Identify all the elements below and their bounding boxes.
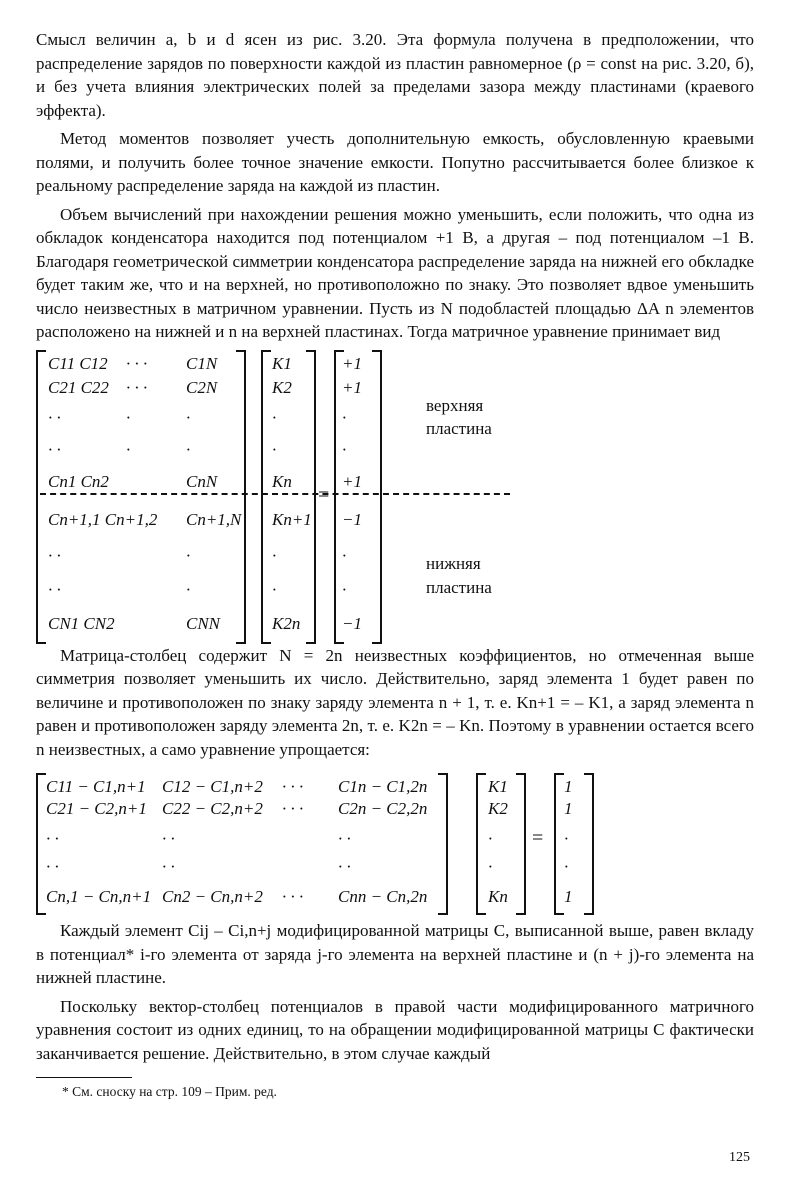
matrix1-cell: ·: [186, 545, 191, 565]
k2-vector-entry: ·: [488, 857, 493, 876]
matrix2-cell: C2n − C2,2n: [338, 799, 428, 818]
matrix2-cell: · · ·: [282, 799, 304, 818]
paragraph-6: Поскольку вектор-столбец потенциалов в правой части модифицированного матричного уравнения состоит из одних единиц, то на обращении модифицированной матрицы C фактически заканчивается решение. Действительно, в этом случае каждый: [36, 996, 754, 1063]
v-vector-entry: ·: [342, 439, 347, 459]
k-vector-entry: Kn: [272, 471, 292, 491]
k-vector-entry: K2n: [272, 613, 301, 633]
matrix1-cell: ·: [126, 439, 131, 459]
matrix1-cell: · ·: [48, 579, 61, 599]
k-vector-left-bracket: [261, 350, 271, 644]
matrix2-cell: · ·: [338, 829, 351, 848]
matrix2-right-bracket: [438, 773, 448, 915]
matrix2-cell: · · ·: [282, 777, 304, 796]
matrix2-cell: · ·: [162, 829, 175, 848]
lower-plate-label-1: нижняя: [426, 553, 481, 573]
matrix1-cell: C21 C22: [48, 377, 109, 397]
matrix1-left-bracket: [36, 350, 46, 644]
k-vector-entry: ·: [272, 407, 277, 427]
matrix1-cell: Cn+1,N: [186, 509, 242, 529]
matrix2-cell: · ·: [162, 857, 175, 876]
matrix2-cell: Cnn − Cn,2n: [338, 887, 428, 906]
k2-vector-right-bracket: [516, 773, 526, 915]
v2-vector-entry: 1: [564, 799, 573, 818]
v2-vector-entry: ·: [564, 857, 569, 876]
matrix-equation-2: [36, 769, 754, 919]
matrix2-cell: Cn,1 − Cn,n+1: [46, 887, 152, 906]
matrix2-cell: · ·: [46, 829, 59, 848]
matrix1-cell: CN1 CN2: [48, 613, 115, 633]
paragraph-1: Смысл величин a, b и d ясен из рис. 3.20. Эта формула получена в предположении, что распределение зарядов по поверхности каждой из пластин равномерное (ρ = const на рис. 3.20, б), и без учета влияния электрических полей за пределами зазора между пластинами (краевого эффекта).: [36, 30, 754, 120]
v-vector-entry: −1: [342, 613, 362, 633]
k2-vector-entry: K1: [488, 777, 508, 796]
k-vector-entry: K1: [272, 353, 292, 373]
matrix1-cell: CNN: [186, 613, 221, 633]
matrix2-cell: C21 − C2,n+1: [46, 799, 147, 818]
matrix1-cell: C1N: [186, 353, 218, 373]
matrix2-cell: C22 − C2,n+2: [162, 799, 263, 818]
matrix1-cell: · · ·: [126, 353, 148, 373]
v2-vector-entry: 1: [564, 887, 573, 906]
k-vector-entry: Kn+1: [272, 509, 312, 529]
footnote: * См. сноску на стр. 109 – Прим. ред.: [62, 1084, 277, 1099]
matrix1-cell: · ·: [48, 407, 61, 427]
matrix2-cell: · ·: [338, 857, 351, 876]
v2-vector-right-bracket: [584, 773, 594, 915]
k-vector-entry: ·: [272, 439, 277, 459]
matrix1-cell: ·: [186, 407, 191, 427]
matrix1-right-bracket: [236, 350, 246, 644]
v-vector-entry: +1: [342, 377, 362, 397]
matrix1-cell: ·: [126, 407, 131, 427]
footnote-rule: [36, 1077, 132, 1078]
matrix2-cell: C1n − C1,2n: [338, 777, 428, 796]
k2-vector-entry: K2: [488, 799, 508, 818]
matrix-equation-1: [36, 344, 754, 644]
v2-vector-left-bracket: [554, 773, 564, 915]
matrix1-cell: · ·: [48, 439, 61, 459]
upper-plate-label-1: верхняя: [426, 395, 484, 415]
k2-vector-entry: Kn: [488, 887, 508, 906]
k-vector-entry: ·: [272, 545, 277, 565]
matrix1-cell: C11 C12: [48, 353, 108, 373]
matrix1-cell: CnN: [186, 471, 218, 491]
matrix1-cell: C2N: [186, 377, 218, 397]
matrix2-cell: · · ·: [282, 887, 304, 906]
matrix2-cell: · ·: [46, 857, 59, 876]
matrix2-cell: C11 − C1,n+1: [46, 777, 146, 796]
matrix1-cell: ·: [186, 439, 191, 459]
matrix1-cell: · ·: [48, 545, 61, 565]
page-number: 125: [729, 1150, 750, 1165]
paragraph-2: Метод моментов позволяет учесть дополнительную емкость, обусловленную краевыми полями, и получить более точное значение емкости. Попутно рассчитывается более близкое к реальному распределение заряда на каждой из пластин.: [36, 129, 754, 195]
matrix1-cell: Cn+1,1 Cn+1,2: [48, 509, 158, 529]
paragraph-3: Объем вычислений при нахождении решения можно уменьшить, если положить, что одна из обкладок конденсатора находится под потенциалом +1 В, а другая – под потенциалом –1 В. Благодаря геометрической симметрии конденсатора распределение заряда на нижней его обкладке будет таким же, что и на верхней, но противоположно по знаку. Это позволяет вдвое уменьшить число неизвестных в матричном уравнении. Пусть из N подобластей площадью ΔA n элементов расположено на нижней и n на верхней пластинах. Тогда матричное уравнение принимает вид: [36, 204, 754, 341]
paragraph-5: Каждый элемент Cij – Ci,n+j модифицированной матрицы C, выписанной выше, равен вкладу в потенциал* i-го элемента от заряда j-го элемента на верхней пластине и (n + j)-го элемента на нижней пластине.: [36, 921, 754, 987]
v-vector-entry: ·: [342, 407, 347, 427]
matrix2-cell: Cn2 − Cn,n+2: [162, 887, 263, 906]
matrix1-cell: ·: [186, 579, 191, 599]
v-vector-entry: −1: [342, 509, 362, 529]
v-vector-right-bracket: [372, 350, 382, 644]
lower-plate-label-2: пластина: [426, 577, 492, 597]
partition-line: [40, 493, 510, 495]
paragraph-4: Матрица-столбец содержит N = 2n неизвестных коэффициентов, но отмеченная выше симметрия позволяет уменьшить их число. Действительно, заряд элемента 1 будет равен по величине и противоположен по знаку заряду элемента n + 1, т. е. Kn+1 = – K1, а заряд элемента n равен и противоположен заряду элемента 2n, т. е. K2n = – Kn. Поэтому в уравнении остается всего n неизвестных, а само уравнение упрощается:: [36, 645, 754, 759]
upper-plate-label-2: пластина: [426, 418, 492, 438]
k-vector-entry: K2: [272, 377, 292, 397]
k2-vector-left-bracket: [476, 773, 486, 915]
v2-vector-entry: ·: [564, 829, 569, 848]
v2-vector-entry: 1: [564, 777, 573, 796]
k2-vector-entry: ·: [488, 829, 493, 848]
equals-sign: =: [318, 483, 330, 506]
matrix1-cell: Cn1 Cn2: [48, 471, 109, 491]
k-vector-entry: ·: [272, 579, 277, 599]
equals-sign-2: =: [532, 827, 544, 849]
v-vector-entry: ·: [342, 579, 347, 599]
matrix1-cell: · · ·: [126, 377, 148, 397]
matrix2-left-bracket: [36, 773, 46, 915]
v-vector-entry: +1: [342, 353, 362, 373]
v-vector-entry: +1: [342, 471, 362, 491]
v-vector-entry: ·: [342, 545, 347, 565]
k-vector-right-bracket: [306, 350, 316, 644]
matrix2-cell: C12 − C1,n+2: [162, 777, 263, 796]
page-body: [36, 28, 754, 1100]
